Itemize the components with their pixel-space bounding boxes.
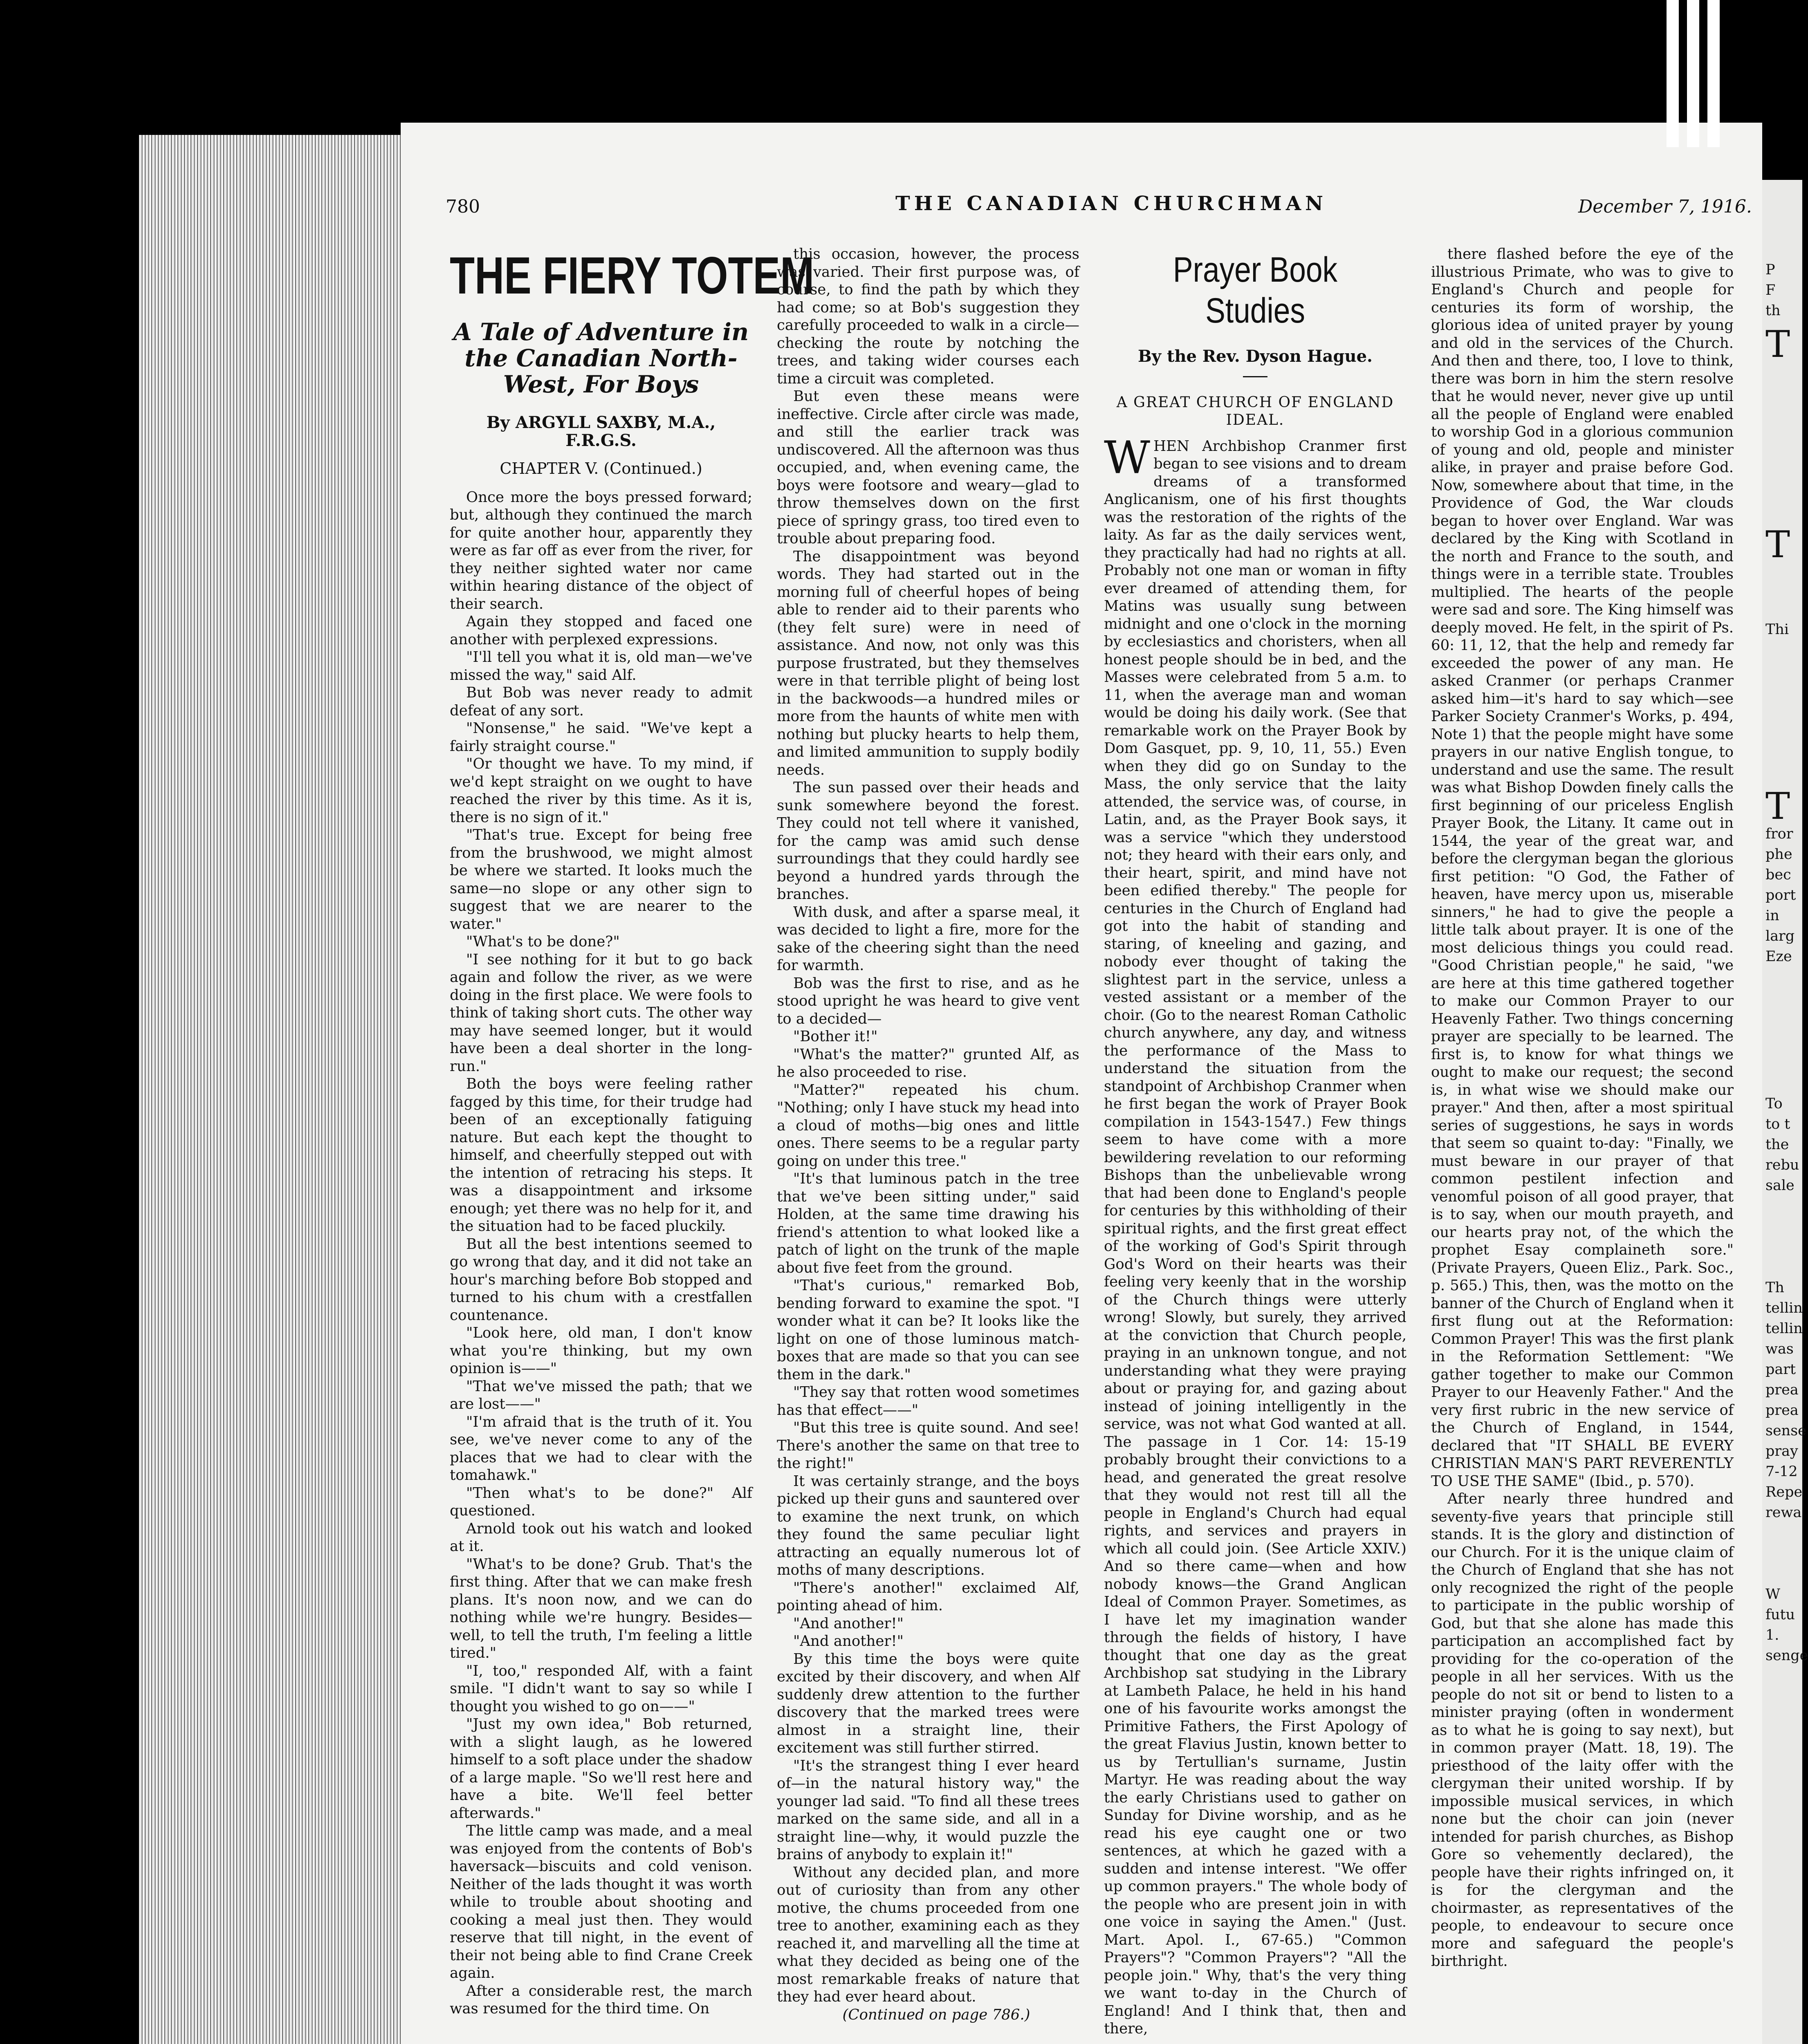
paragraph: "And another!" — [793, 1633, 904, 1650]
clip-bar — [1687, 0, 1699, 147]
article-first-paragraph: WHEN Archbishop Cranmer first began to see visions and to dream dreams of a transformed Anglicanism, one of his first thoughts was the restoration of the rights of the laity. As far as the daily services went, they practically had had no rights at all. Probably not one man or woman in fifty ever dreamed of attending them, for Matins was usually sung between midnight and one o'clock in the morning by ecclesiastics and choristers, when all honest people should be in bed, and the Masses were celebrated from 5 a.m. to 11, when the average man and woman would be doing his daily work. (See that remarkable work on the Prayer Book by Dom Gasquet, pp. 9, 10, 11, 55.) Even when they did go on Sunday to the Mass, the only service that the laity attended, the service was, of course, in Latin, and, as the Prayer Book says, it was a service "which they understood not; they heard with their ears only, and their heart, spirit, and mind have not been edified thereby." The people for centuries in the Church of England had got into the habit of standing and staring, of kneeling and gazing, and nobody ever thought of taking the slightest part in the service, unless a vested assistant or a member of the choir. (Go to the nearest Roman Catholic church anywhere, any day, and witness the performance of the Mass to understand the situation from the standpoint of Archbishop Cranmer when he first began the work of Prayer Book compilation in 1543-1547.) Few things seem to have come with a more bewildering revelation to our reforming Bishops than the unbelievable wrong that had been done to England's people for centuries by this withholding of their spiritual rights, and the first great effect of the working of God's Spirit through God's Word on their hearts was their feeling very keenly that in the worship of the Church things were utterly wrong! Slowly, but surely, they arrived at the conviction that Church people, praying in an unknown tongue, and not understanding what they were praying about or praying for, and gazing about instead of joining intelligently in the service, was not what God wanted at all. The passage in 1 Cor. 14: 15-19 probably brought their convictions to a head, and generated the great resolve that they would not rest till all the people in England's Church had equal rights, and services and prayers in which all could join. (See Article XXIV.) And so there came—when and how nobody knows—the Grand Anglican Ideal of Common Prayer. Sometimes, as I have let my imagination wander through the fields of history, I have thought that one day as the great Archbishop sat studying in the Library at Lambeth Palace, he held in his hand one of his favourite works amongst the Primitive Fathers, the First Apology of the great Flavius Justin, known better to us by Tertullian's surname, Justin Martyr. He was reading about the way the early Christians used to gather on Sunday for Divine worship, and as he read his eye caught one or two sentences, at which he gazed with a sudden and intense interest. "We offer up common prayers." The whole body of the people who are present join in with one voice in saying the Amen." (Just. Mart. Apol. I., 67-65.) "Common Prayers"? "Common Prayers"? "All the people join." Why, that's the very thing we want to-day in the Church of England! And I think that, then and there, — [1104, 431, 1406, 2037]
paragraph: Bob was the first to rise, and as he stood upright he was heard to give vent to a decided— — [777, 975, 1079, 1027]
paragraph: But all the best intentions seemed to go wrong that day, and it did not take an hour's marching before Bob stopped and turned to his chum with a crestfallen countenance. — [450, 1235, 752, 1324]
edge-text-fragment: the — [1765, 1136, 1789, 1153]
paragraph: "I'm afraid that is the truth of it. You see, we've never come to any of the places that we had to clear with the tomahawk." — [450, 1413, 752, 1484]
paragraph: "What's to be done?" — [466, 933, 620, 950]
edge-text-fragment: to t — [1765, 1116, 1790, 1132]
paragraph: "And another!" — [793, 1615, 904, 1632]
edge-text-fragment: fror — [1765, 826, 1793, 842]
paragraph: "Or thought we have. To my mind, if we'd kept straight on we ought to have reached the river by this time. As it is, there is no sign of it." — [450, 755, 752, 826]
column-3 — [1104, 245, 1406, 2038]
edge-text-fragment: phe — [1765, 846, 1792, 863]
paragraph: "I'll tell you what it is, old man—we've missed the way," said Alf. — [450, 649, 752, 684]
issue-date: December 7, 1916. — [1578, 196, 1752, 217]
next-page-edge — [1762, 180, 1808, 2044]
edge-text-fragment: futu — [1765, 1607, 1795, 1623]
edge-text-fragment: T — [1765, 523, 1790, 566]
book-page-edges — [139, 135, 401, 2044]
edge-text-fragment: bec — [1765, 867, 1791, 883]
paragraph: After nearly three hundred and seventy-five years that principle still stands. It is the glory and distinction of our Church. For it is the unique claim of the Church of England that she has not only recognized the right of the people to participate in the public worship of God, but that she alone has made this participation an accomplished fact by providing for the co-operation of the people in all her services. With us the people do not sit or bend to listen to a minister praying (often in wonderment as to what he is going to say next), but in common prayer (Matt. 18, 19). The priesthood of the laity offer with the clergyman their united worship. If by impossible musical services, in which none but the choir can join (never intended for parish churches, as Bishop Gore so vehemently declared), the people have their rights infringed on, it is for the clergyman and the choirmaster, as representatives of the people, to endeavour to secure once more and safeguard the people's birthright. — [1431, 1490, 1734, 1970]
paragraph: this occasion, however, the process was varied. Their first purpose was, of course, to find the path by which they had come; so at Bob's suggestion they carefully proceeded to walk in a circle—checking the route by notching the trees, and taking wider courses each time a circuit was completed. — [777, 246, 1079, 387]
edge-text-fragment: Repe — [1765, 1484, 1803, 1500]
edge-text-fragment: pray — [1765, 1443, 1798, 1459]
divider — [1243, 376, 1267, 377]
paragraph: "Look here, old man, I don't know what you're thinking, but my own opinion is——" — [450, 1325, 752, 1377]
page-number: 780 — [446, 196, 480, 217]
paragraph: Both the boys were feeling rather fagged by this time, for their trudge had been of an exceptionally fatiguing nature. But each kept the thought to himself, and cheerfully stepped out with the intention of retracing his steps. It was a disappointment and irksome enough; yet there was no help for it, and the situation had to be faced pluckily. — [450, 1076, 752, 1235]
paragraph: "It's the strangest thing I ever heard of—in the natural history way," the younger lad said. "To find all these trees marked on the same side, and all in a straight line—why, it would puzzle the brains of anybody to explain it!" — [777, 1757, 1079, 1863]
masthead: THE CANADIAN CHURCHMAN — [895, 192, 1327, 215]
paragraph: "Then what's to be done?" Alf questioned. — [450, 1484, 752, 1519]
clip-bar — [1667, 0, 1679, 147]
edge-text-fragment: senge — [1765, 1647, 1808, 1664]
column-4 — [1431, 245, 1734, 1970]
paragraph: "What's the matter?" grunted Alf, as he also proceeded to rise. — [777, 1046, 1079, 1080]
edge-text-fragment: part — [1765, 1361, 1796, 1378]
paragraph: The disappointment was beyond words. They had started out in the morning full of cheerful hopes of being able to render aid to their parents who (they felt sure) were in need of assistance. And now, not only was this purpose frustrated, but they themselves were in that terrible plight of being lost in the backwoods—a hundred miles or more from the haunts of white men with nothing but plucky hearts to help them, and limited ammunition to supply bodily needs. — [777, 548, 1079, 778]
paragraph: "That we've missed the path; that we are lost——" — [450, 1378, 752, 1412]
paragraph: "Nonsense," he said. "We've kept a fairly straight course." — [450, 720, 752, 755]
paragraph: It was certainly strange, and the boys picked up their guns and sauntered over to examine the next trunk, on which they found the same peculiar light attracting an equally numerous lot of moths of many descriptions. — [777, 1472, 1079, 1578]
edge-text-fragment: T — [1765, 323, 1790, 366]
edge-text-fragment: Thi — [1765, 621, 1789, 638]
paragraph: "That's true. Except for being free from the brushwood, we might almost be where we started. It looks much the same—no slope or any other sign to suggest that we are nearer to the water." — [450, 827, 752, 932]
edge-text-fragment: tellin — [1765, 1320, 1803, 1337]
paragraph: The sun passed over their heads and sunk somewhere beyond the forest. They could not tell where it vanished, for the camp was amid such dense surroundings that they could hardly see beyond a hundred yards through the branches. — [777, 779, 1079, 903]
newspaper-page — [401, 123, 1762, 2044]
paragraph: "Matter?" repeated his chum. "Nothing; only I have stuck my head into a cloud of moths—big ones and little ones. There seems to be a regular party going on under this tree." — [777, 1081, 1079, 1170]
paragraph: Without any decided plan, and more out of curiosity than from any other motive, the chums proceeded from one tree to another, examining each as they reached it, and marvelling all the time at what they decided as being one of the most remarkable freaks of nature that they had ever heard about. — [777, 1864, 1079, 2005]
edge-text-fragment: port — [1765, 887, 1796, 903]
paragraph: After a considerable rest, the march was resumed for the third time. On — [450, 1982, 752, 2017]
clip-bar — [1707, 0, 1720, 147]
edge-text-fragment: 1. — [1765, 1627, 1779, 1643]
edge-text-fragment: P — [1765, 262, 1775, 278]
edge-text-fragment: prea — [1765, 1402, 1799, 1419]
edge-text-fragment: F — [1765, 282, 1776, 298]
edge-text-fragment: T — [1765, 785, 1790, 828]
edge-text-fragment: was — [1765, 1341, 1794, 1357]
story-byline: By ARGYLL SAXBY, M.A., F.R.G.S. — [486, 413, 716, 450]
paragraph: With dusk, and after a sparse meal, it was decided to light a fire, more for the sake of the cheering sight than the need for warmth. — [777, 903, 1079, 974]
paragraph: Once more the boys pressed forward; but, although they continued the march for quite another hour, apparently they were as far off as ever from the river, for they neither sighted water nor came within hearing distance of the object of their search. — [450, 489, 752, 612]
edge-text-fragment: W — [1765, 1586, 1780, 1602]
paragraph: But Bob was never ready to admit defeat of any sort. — [450, 684, 752, 719]
paragraph: "Just my own idea," Bob returned, with a slight laugh, as he lowered himself to a soft place under the shadow of a large maple. "So we'll rest here and have a bite. We'll feel better afterwards." — [450, 1716, 752, 1822]
edge-text-fragment: Th — [1765, 1280, 1784, 1296]
paragraph: "But this tree is quite sound. And see! There's another the same on that tree to the right!" — [777, 1419, 1079, 1472]
article-subhead: A GREAT CHURCH OF ENGLAND IDEAL. — [1116, 394, 1394, 428]
paragraph: By this time the boys were quite excited by their discovery, and when Alf suddenly drew attention to the further discovery that the marked trees were almost in a straight line, their excitement was still further stirred. — [777, 1650, 1079, 1756]
edge-text-fragment: rewa — [1765, 1504, 1802, 1521]
edge-text-fragment: sense — [1765, 1423, 1806, 1439]
paragraph: "It's that luminous patch in the tree that we've been sitting under," said Holden, at the same time drawing his friend's attention to what looked like a patch of light on the trunk of the maple about five feet from the ground. — [777, 1170, 1079, 1276]
paragraph: The little camp was made, and a meal was enjoyed from the contents of Bob's haversack—biscuits and cold venison. Neither of the lads thought it was worth while to trouble about shooting and cooking a meal just then. They would reserve that till night, in the event of their not being able to find Crane Creek again. — [450, 1822, 752, 1981]
paragraph: But even these means were ineffective. Circle after circle was made, and still the earlier track was undiscovered. All the afternoon was thus occupied, and, when evening came, the boys were footsore and weary—glad to throw themselves down on the first piece of springy grass, too tired even to trouble about preparing food. — [777, 388, 1079, 547]
column-2 — [777, 245, 1079, 2024]
article-text-col4 — [1431, 245, 1734, 1970]
paragraph: there flashed before the eye of the illustrious Primate, who was to give to England's Church and people for centuries its form of worship, the glorious idea of united prayer by young and old in the services of the Church. And then and there, too, I love to think, there was born in him the stern resolve that he would never, never give up until all the people of England were enabled to worship God in a glorious communion of young and old, people and minister alike, in prayer and praise before God. Now, somewhere about that time, in the Providence of God, the War clouds began to hover over England. War was declared by the King with Scotland in the north and France to the south, and things were in a terrible state. Troubles multiplied. The hearts of the people were sad and sore. The King himself was deeply moved. He felt, in the spirit of Ps. 60: 11, 12, that the help and remedy far exceeded the power of any man. He asked Cranmer (or perhaps Cranmer asked him—it's hard to say which—see Parker Society Cranmer's Works, p. 494, Note 1) that the people might have some prayers in our native English tongue, to understand and use the same. The result was what Bishop Dowden finely calls the first beginning of our priceless English Prayer Book, the Litany. It came out in 1544, the year of the great war, and before the clergyman began the glorious first petition: "O God, the Father of heaven, have mercy upon us, miserable sinners," he had to give the people a little talk about prayer. It is one of the most delicious things you could read. "Good Christian people," he said, "we are here at this time gathered together to make our Common Prayer to our Heavenly Father. Two things concerning prayer are specially to be learned. The first is, to know for what things we ought to make our request; the second is, in what wise we should make our prayer." And then, after a most spiritual series of suggestions, he says in words that seem so quaint to-day: "Finally, we must beware in our prayer of that common pestilent infection and venomful poison of all good prayer, that is to say, when our mouth prayeth, and our hearts pray not, of the which the prophet Esay complaineth sore." (Private Prayers, Queen Eliz., Park. Soc., p. 565.) This, then, was the motto on the banner of the Church of England when it first flung out at the Reformation: Common Prayer! This was the first plank in the Reformation Settlement: "We gather together to make our Common Prayer to our Heavenly Father." And the very first rubric in the new service of the Church of England, in 1544, declared that "IT SHALL BE EVERY CHRISTIAN MAN'S PART REVERENTLY TO USE THE SAME" (Ibid., p. 570). — [1431, 246, 1734, 1490]
paragraph: "They say that rotten wood sometimes has that effect——" — [777, 1384, 1079, 1419]
paragraph: Arnold took out his watch and looked at it. — [450, 1520, 752, 1555]
edge-text-fragment: sale — [1765, 1177, 1795, 1194]
edge-text-fragment: prea — [1765, 1382, 1799, 1398]
chapter-heading: CHAPTER V. (Continued.) — [500, 459, 702, 477]
edge-text-fragment: To — [1765, 1096, 1783, 1112]
paragraph: "Bother it!" — [793, 1028, 878, 1045]
continued-notice: (Continued on page 786.) — [842, 2006, 1030, 2023]
edge-text-fragment: rebu — [1765, 1157, 1799, 1173]
article-byline: By the Rev. Dyson Hague. — [1138, 347, 1373, 366]
edge-text-fragment: larg — [1765, 928, 1795, 944]
paragraph: "I see nothing for it but to go back again and follow the river, as we were doing in the first place. We were fools to think of taking short cuts. The other way may have seemed longer, but it would have been a deal shorter in the long-run." — [450, 951, 752, 1075]
paragraph: "That's curious," remarked Bob, bending forward to examine the spot. "I wonder what it can be? It looks like the light on one of those luminous match-boxes that are made so that you can see them in the dark." — [777, 1277, 1079, 1383]
article-title: Prayer Book Studies — [1173, 250, 1338, 330]
column-1 — [450, 245, 814, 2018]
story-text-col2 — [777, 245, 1079, 2006]
edge-text-fragment: Eze — [1765, 948, 1792, 965]
paragraph: "What's to be done? Grub. That's the first thing. After that we can make fresh plans. It's noon now, and we can do nothing while we're hungry. Besides—well, to tell the truth, I'm feeling a little tired." — [450, 1555, 752, 1661]
paragraph: "I, too," responded Alf, with a faint smile. "I didn't want to say so while I thought you wished to go on——" — [450, 1662, 752, 1715]
edge-text-fragment: tellin — [1765, 1300, 1803, 1316]
story-text-col1 — [450, 489, 752, 2018]
paragraph: "There's another!" exclaimed Alf, pointing ahead of him. — [777, 1579, 1079, 1614]
edge-text-fragment: 7-12 — [1765, 1464, 1798, 1480]
edge-text-fragment: th — [1765, 303, 1781, 319]
story-title: THE FIERY TOTEM — [450, 247, 814, 305]
edge-text-fragment: in — [1765, 908, 1779, 924]
story-subtitle: A Tale of Adventure in the Canadian North-West, For Boys — [453, 318, 749, 398]
drop-cap: W — [1104, 431, 1151, 484]
paragraph: Again they stopped and faced one another with perplexed expressions. — [450, 613, 752, 648]
